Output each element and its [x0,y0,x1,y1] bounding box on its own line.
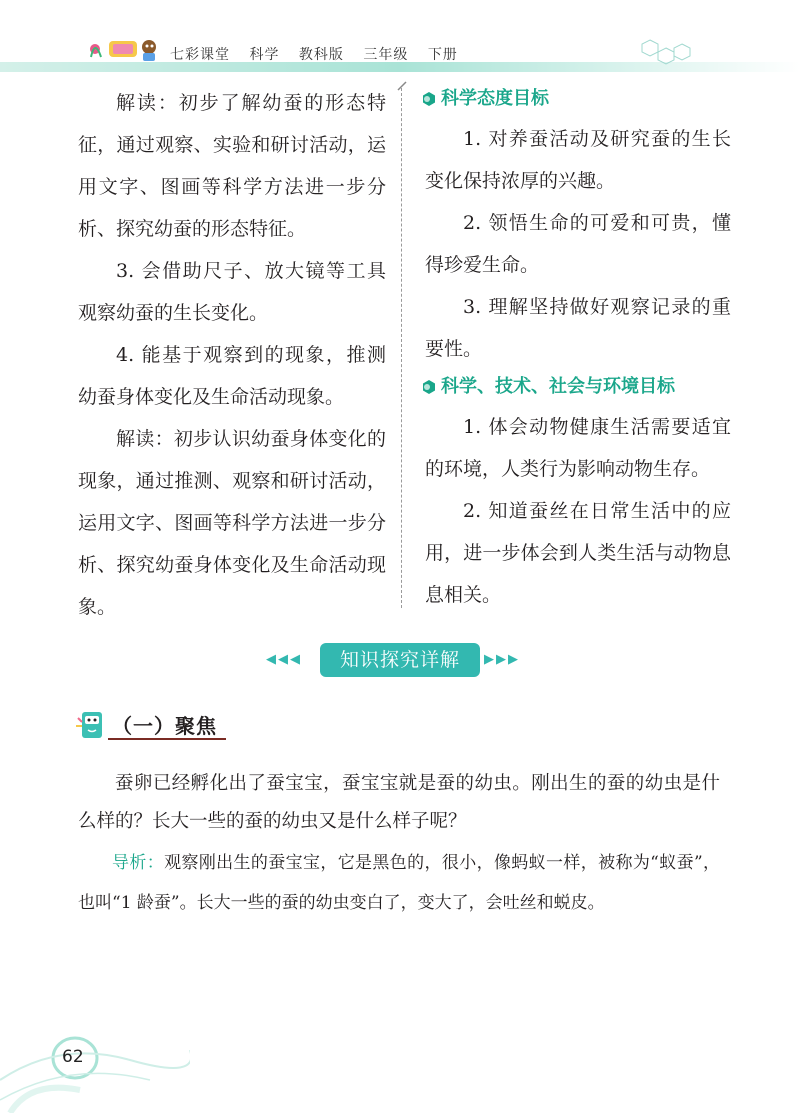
page-swirl-decoration-icon [0,1020,190,1113]
section-bullet-icon [421,379,437,395]
attitude-paragraph-1: 1. 对养蚕活动及研究蚕的生长变化保持浓厚的兴趣。 [425,128,731,192]
stse-paragraph-1: 1. 体会动物健康生活需要适宜的环境，人类行为影响动物生存。 [425,416,731,480]
header-item-volume: 下册 [427,47,458,63]
header-breadcrumb [170,44,472,64]
attitude-paragraph-2: 2. 领悟生命的可爱和可贵，懂得珍爱生命。 [425,212,731,276]
section-title-stse-text: 科学、技术、社会与环境目标 [441,376,675,397]
header-item-grade: 三年级 [363,47,409,63]
divider-cap-icon [396,80,408,92]
focus-question: 蚕卵已经孵化出了蚕宝宝，蚕宝宝就是蚕的幼虫。刚出生的蚕的幼虫是什么样的？长大一些的蚕的幼虫又是什么样子呢？ [78,773,720,832]
guide-paragraph [78,843,720,923]
right-column [425,82,731,616]
stse-paragraph-2: 2. 知道蚕丝在日常生活中的应用，进一步体会到人类生活与动物息息相关。 [425,500,731,606]
section-title-attitude-text: 科学态度目标 [441,88,549,109]
left-column [78,82,386,628]
focus-underline [108,738,226,740]
guide-label: 导析： [112,853,165,873]
header-item-series: 七彩课堂 [170,47,230,63]
hexagon-decoration-icon [640,38,700,68]
section-title-stse [421,372,731,402]
section-banner: 知识探究详解 [320,643,480,677]
page-header [0,0,800,80]
header-item-subject: 科学 [249,47,280,63]
left-paragraph-2: 3. 会借助尺子、放大镜等工具观察幼蚕的生长变化。 [78,260,386,324]
banner-left-arrows-icon: ◀◀◀ [266,652,302,667]
page-number: 62 [62,1047,84,1067]
left-paragraph-3: 4. 能基于观察到的现象，推测幼蚕身体变化及生命活动现象。 [78,344,386,408]
column-divider [401,88,402,608]
section-title-attitude [421,84,731,114]
section-bullet-icon [421,91,437,107]
banner-right-arrows-icon: ▶▶▶ [484,652,520,667]
book-character-icon [74,706,108,742]
focus-body [78,765,720,923]
attitude-paragraph-3: 3. 理解坚持做好观察记录的重要性。 [425,296,731,360]
series-logo-icon [85,35,165,63]
focus-heading: （一）聚焦 [112,714,217,738]
left-paragraph-1: 解读：初步了解幼蚕的形态特征，通过观察、实验和研讨活动，运用文字、图画等科学方法进一步分析、探究幼蚕的形态特征。 [78,92,386,240]
guide-text: 观察刚出生的蚕宝宝，它是黑色的，很小，像蚂蚁一样，被称为“蚁蚕”，也叫“1 龄蚕”。长大一些的蚕的幼虫变白了，变大了，会吐丝和蜕皮。 [78,853,721,913]
header-item-publisher: 教科版 [298,47,344,63]
left-paragraph-4: 解读：初步认识幼蚕身体变化的现象，通过推测、观察和研讨活动，运用文字、图画等科学方法进一步分析、探究幼蚕身体变化及生命活动现象。 [78,428,386,618]
